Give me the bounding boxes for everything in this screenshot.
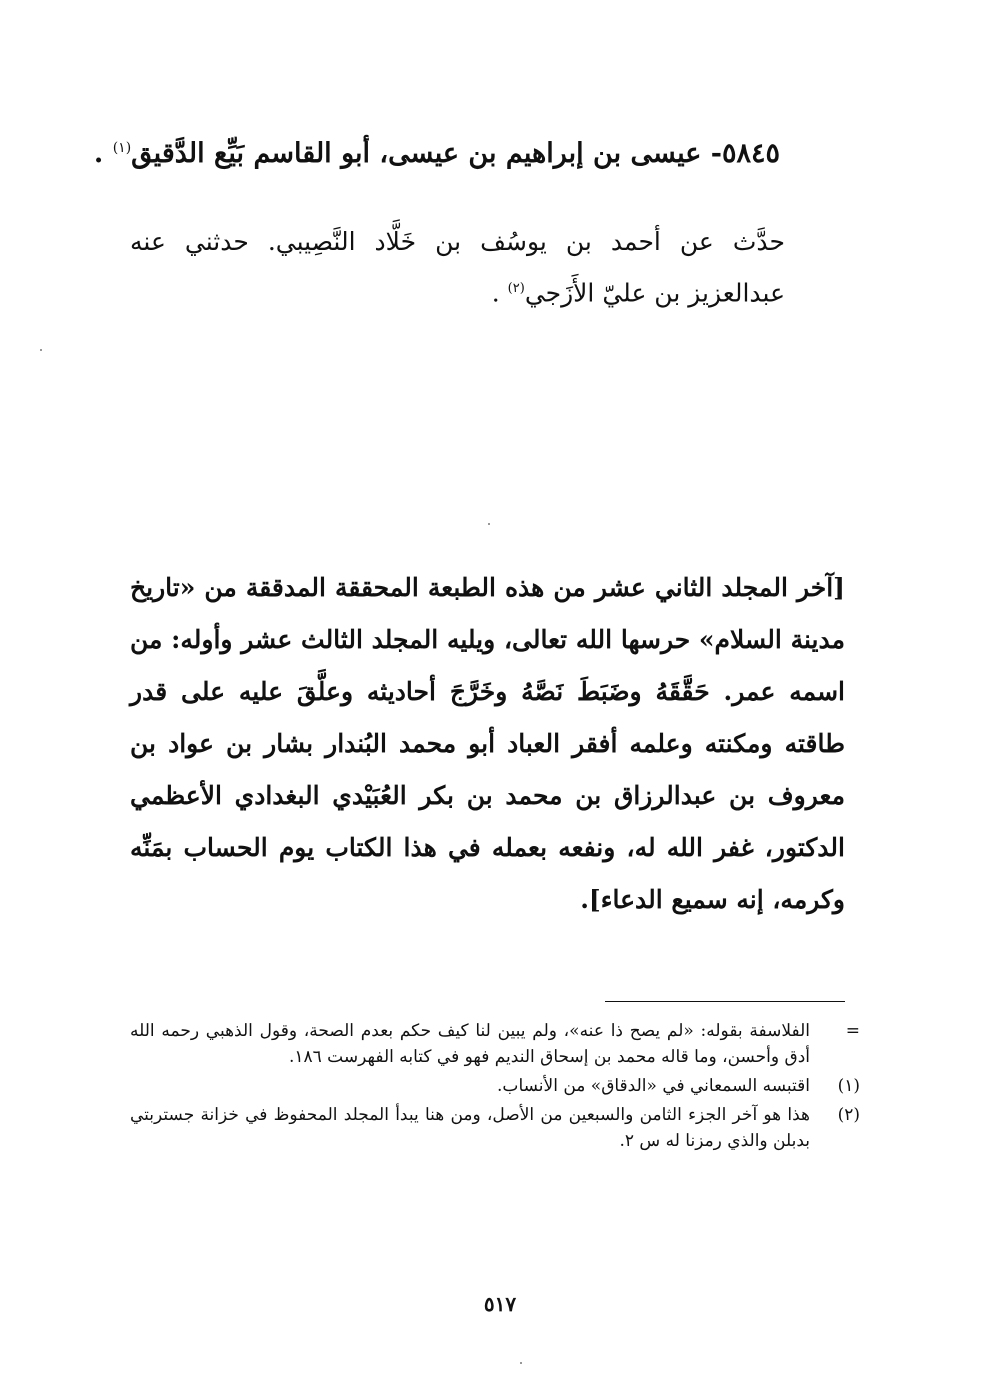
entry-number: ٥٨٤٥-	[710, 138, 780, 169]
scan-speck	[488, 523, 490, 525]
volume-colophon: [آخر المجلد الثاني عشر من هذه الطبعة المحققة المدققة من «تاريخ مدينة السلام» حرسها الله تعالى، ويليه المجلد الثالث عشر وأوله: من اسمه عمر. حَقَّقَهُ وضَبَطَ نَصَّهُ وخَرَّجَ أحاديثه وعلَّقَ عليه على قدر طاقته ومكنته وعلمه أفقر العباد أبو محمد البُندار بشار بن عواد بن معروف بن عبدالرزاق بن محمد بن بكر العُبَيْدي البغدادي الأعظمي الدكتور، غفر الله له، ونفعه بعمله في هذا الكتاب يوم الحساب بمَنِّه وكرمه، إنه سميع الدعاء].	[130, 573, 845, 914]
entry-body	[130, 218, 785, 316]
footnote-separator	[605, 1001, 845, 1002]
entry-body-note-ref: (٢)	[507, 281, 525, 296]
footnote-mark: (٢)	[837, 1105, 860, 1125]
entry-body-end: .	[491, 278, 508, 308]
scan-speck	[520, 1362, 522, 1364]
entry-body-text: حدَّث عن أحمد بن يوسُف بن خَلَّاد النَّصِيبي. حدثني عنه عبدالعزيز بن عليّ الأَزَجي	[130, 227, 785, 308]
footnotes	[130, 1018, 860, 1157]
footnote-text: الفلاسفة بقوله: «لم يصح ذا عنه»، ولم يبين لنا كيف حكم بعدم الصحة، وقول الذهبي رحمه الله أدق وأحسن، وما قاله محمد بن إسحاق النديم فهو في كتابه الفهرست ١٨٦.	[130, 1021, 810, 1067]
scan-speck	[40, 349, 42, 351]
page-number: ٥١٧	[483, 1292, 517, 1316]
footnote-mark: (١)	[837, 1076, 860, 1096]
entry-heading	[93, 126, 780, 176]
footnote-text: اقتبسه السمعاني في «الدقاق» من الأنساب.	[497, 1076, 810, 1096]
entry-end: .	[93, 138, 113, 169]
footnote-1	[130, 1073, 860, 1099]
entry-note-ref: (١)	[112, 140, 132, 156]
footnote-mark: =	[845, 1021, 860, 1041]
footnote-continuation	[130, 1018, 860, 1070]
footnote-text: هذا هو آخر الجزء الثامن والسبعين من الأصل، ومن هنا يبدأ المجلد المحفوظ في خزانة جستربتي بدبلن والذي رمزنا له س ٢.	[130, 1105, 810, 1151]
entry-name: عيسى بن إبراهيم بن عيسى، أبو القاسم بَيِّع الدَّقيق	[131, 138, 702, 169]
footnote-2	[130, 1102, 860, 1154]
